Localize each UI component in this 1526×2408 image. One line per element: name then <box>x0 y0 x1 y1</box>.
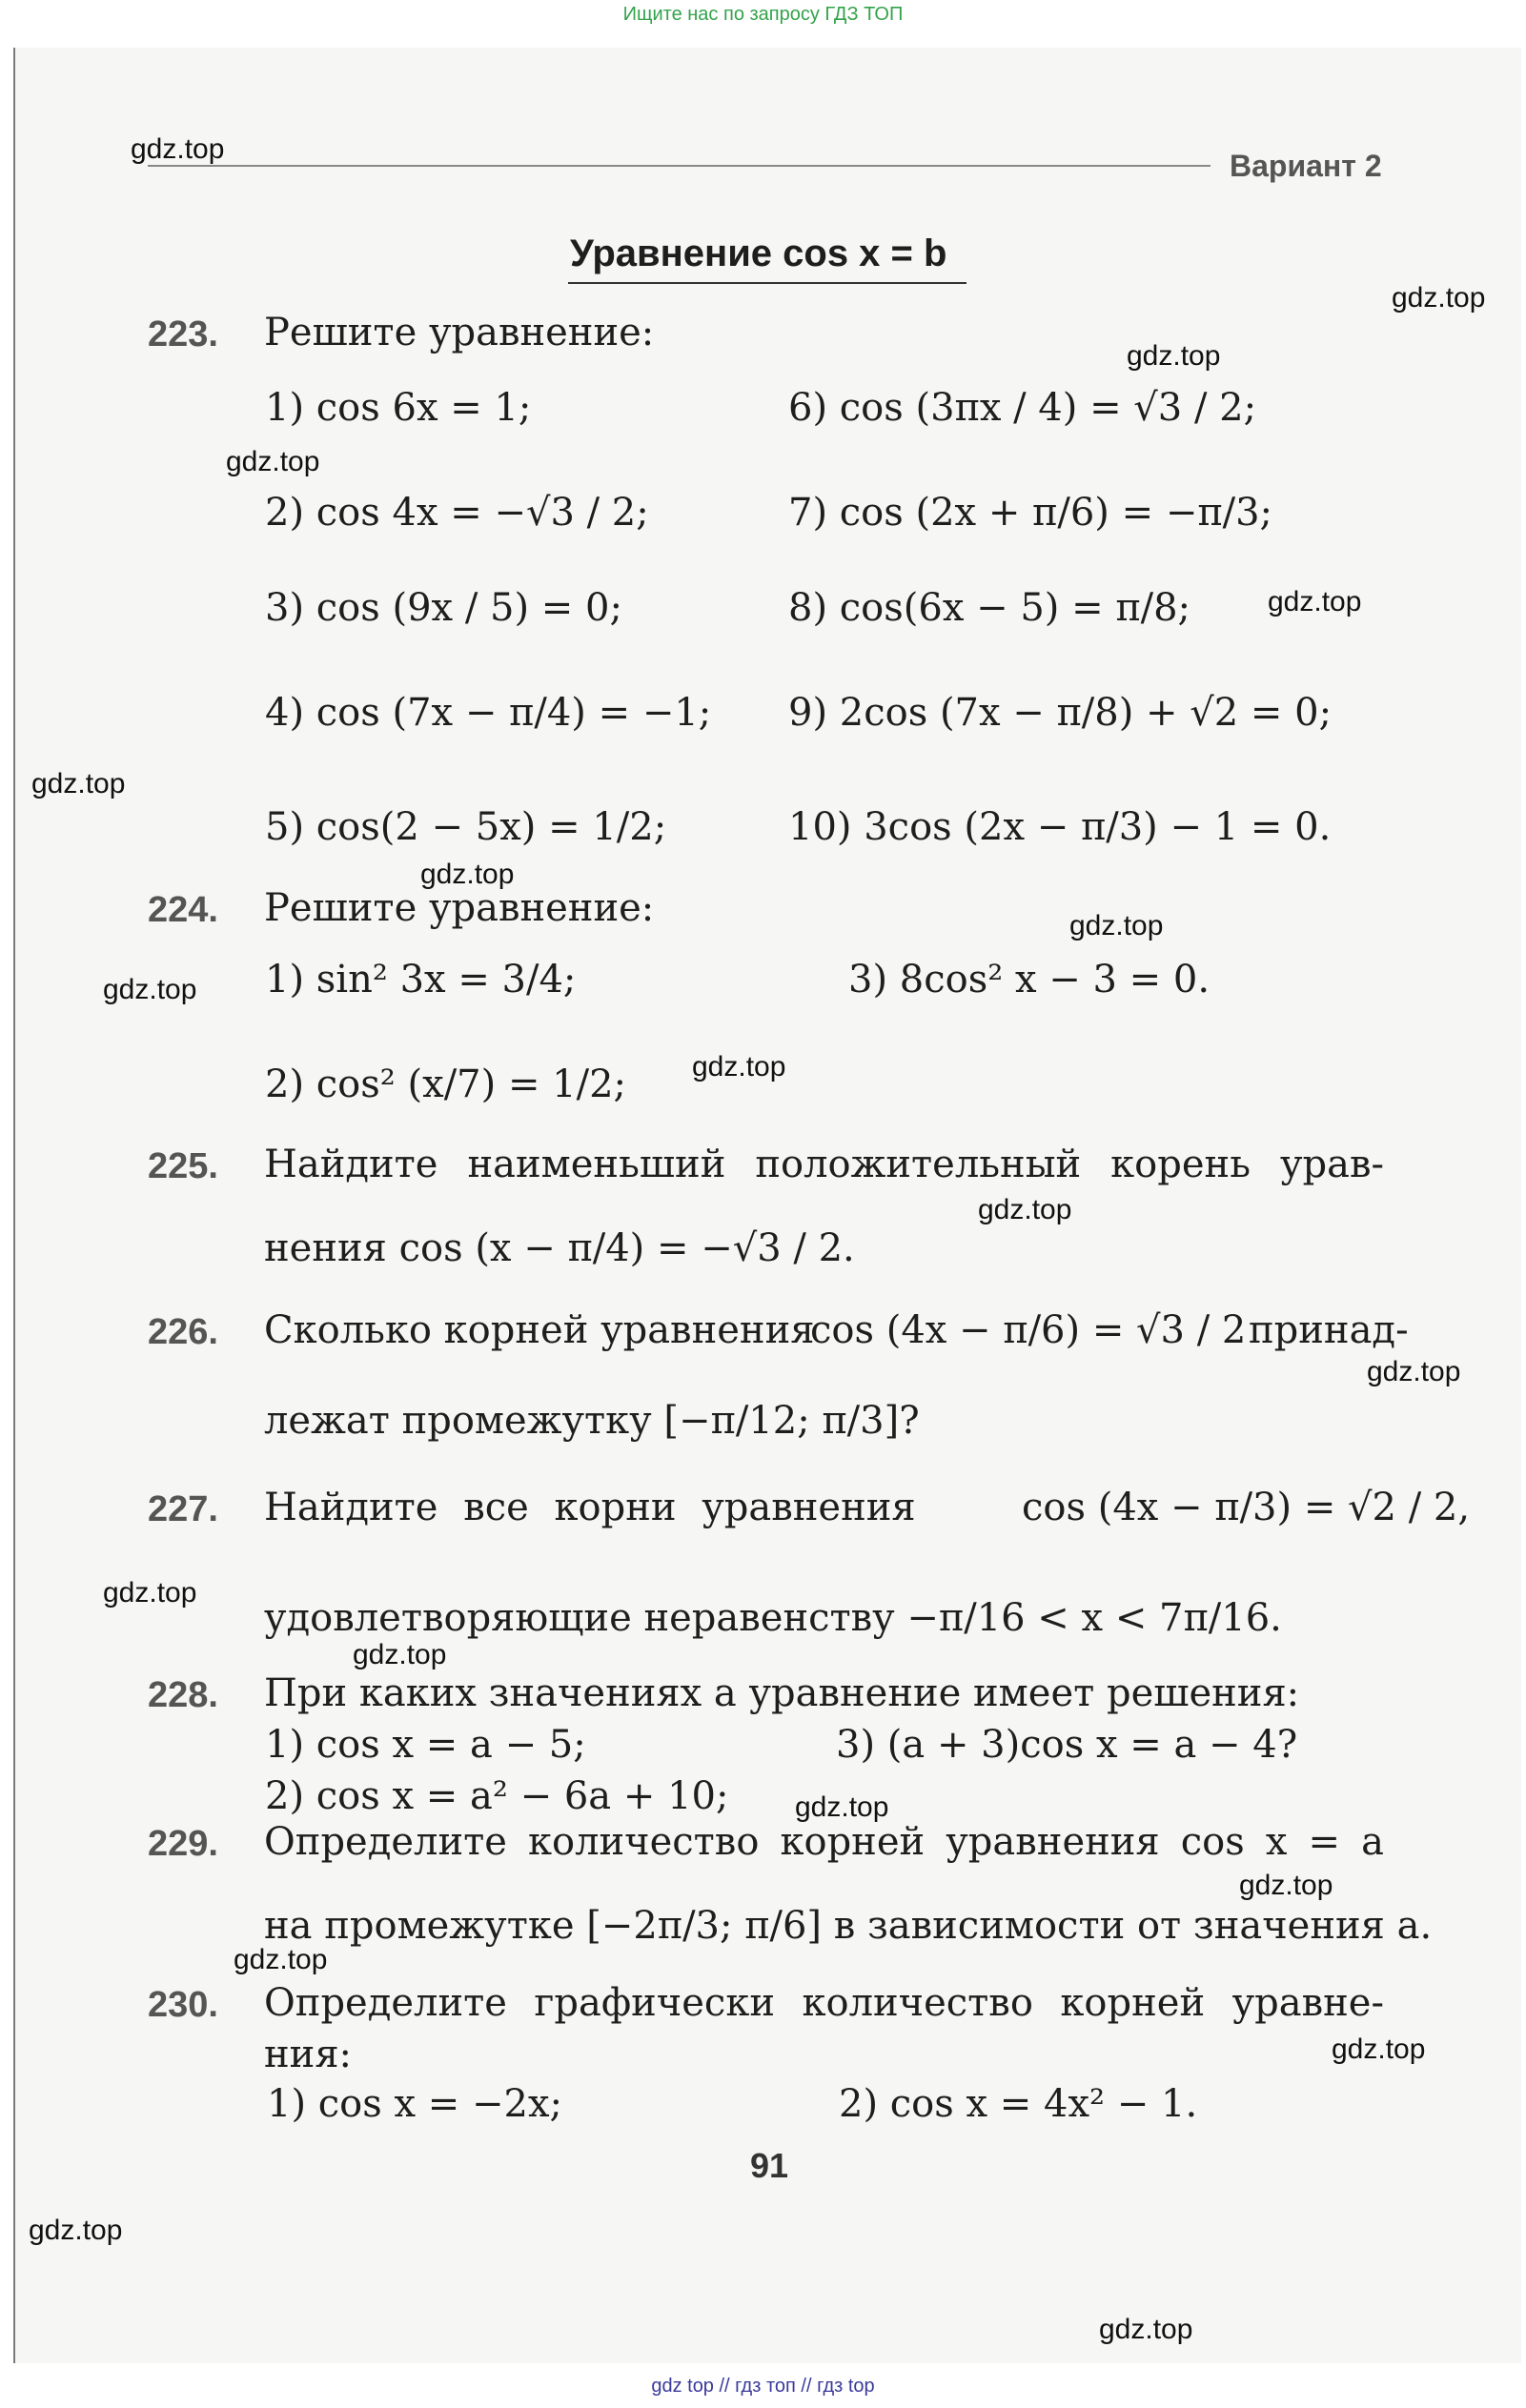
variant-label: Вариант 2 <box>1230 149 1382 183</box>
watermark: gdz.top <box>978 1194 1072 1225</box>
problem-number: 229. <box>148 1824 218 1864</box>
watermark: gdz.top <box>1392 282 1486 314</box>
watermark: gdz.top <box>1127 340 1221 372</box>
problem-text: Решите уравнение: <box>264 311 655 354</box>
problem-text: принад- <box>1249 1308 1409 1352</box>
equation: 9) 2cos (7x − π/8) + √2 = 0; <box>788 691 1333 735</box>
problem-text: на промежутке [−2π/3; π/6] в зависимости от значения a. <box>264 1904 1433 1948</box>
watermark: gdz.top <box>131 133 225 165</box>
equation: 4) cos (7x − π/4) = −1; <box>265 691 712 735</box>
problem-text: лежат промежутку [−π/12; π/3]? <box>264 1399 920 1443</box>
watermark: gdz.top <box>1367 1356 1461 1387</box>
section-title-underline <box>568 282 966 284</box>
equation: 3) cos (9x / 5) = 0; <box>265 586 622 630</box>
problem-text: ния: <box>264 2033 353 2076</box>
equation: 2) cos x = a² − 6a + 10; <box>265 1774 729 1818</box>
equation: 10) 3cos (2x − π/3) − 1 = 0. <box>788 805 1332 849</box>
problem-text: Найдите все корни уравнения <box>264 1486 916 1529</box>
problem-text: Определите количество корней уравнения cos x = a <box>264 1820 1384 1864</box>
equation: 8) cos(6x − 5) = π/8; <box>788 586 1191 630</box>
equation: 2) cos² (x/7) = 1/2; <box>265 1062 627 1106</box>
watermark: gdz.top <box>353 1639 447 1670</box>
equation: 3) (a + 3)cos x = a − 4? <box>836 1723 1298 1767</box>
equation: нения cos (x − π/4) = −√3 / 2. <box>264 1226 855 1270</box>
equation: cos (4x − π/6) = √3 / 2 <box>810 1308 1247 1352</box>
watermark: gdz.top <box>420 859 515 890</box>
bottom-banner[interactable]: gdz top // гдз топ // гдз top <box>651 2376 875 2397</box>
equation: 6) cos (3πx / 4) = √3 / 2; <box>788 386 1257 430</box>
watermark: gdz.top <box>234 1944 328 1975</box>
watermark: gdz.top <box>103 1577 197 1609</box>
watermark: gdz.top <box>692 1051 786 1083</box>
equation: 3) 8cos² x − 3 = 0. <box>848 958 1211 1002</box>
problem-text: Найдите наименьший положительный корень урав- <box>264 1143 1384 1186</box>
equation: 1) cos 6x = 1; <box>265 386 532 430</box>
problem-text: При каких значениях a уравнение имеет решения: <box>264 1671 1300 1715</box>
watermark: gdz.top <box>103 974 197 1005</box>
watermark: gdz.top <box>29 2215 123 2246</box>
problem-text: удовлетворяющие неравенству −π/16 < x < 7π/16. <box>264 1596 1282 1640</box>
problem-number: 226. <box>148 1312 218 1352</box>
watermark: gdz.top <box>1268 586 1362 617</box>
equation: 2) cos x = 4x² − 1. <box>839 2082 1198 2126</box>
problem-text: Определите графически количество корней уравне- <box>264 1981 1384 2025</box>
problem-number: 224. <box>148 890 218 930</box>
problem-number: 228. <box>148 1675 218 1715</box>
watermark: gdz.top <box>1332 2034 1426 2065</box>
equation: 7) cos (2x + π/6) = −π/3; <box>788 491 1273 535</box>
watermark: gdz.top <box>1239 1870 1333 1901</box>
equation: 1) cos x = −2x; <box>267 2082 562 2126</box>
watermark: gdz.top <box>1069 910 1164 941</box>
top-banner[interactable]: Ищите нас по запросу ГДЗ ТОП <box>622 4 904 25</box>
watermark: gdz.top <box>31 768 126 799</box>
equation: 5) cos(2 − 5x) = 1/2; <box>265 805 667 849</box>
equation: cos (4x − π/3) = √2 / 2, <box>1022 1486 1471 1529</box>
problem-text: Сколько корней уравнения <box>264 1308 815 1352</box>
problem-number: 230. <box>148 1985 218 2025</box>
section-title: Уравнение cos x = b <box>570 233 947 274</box>
page-number: 91 <box>750 2146 789 2185</box>
equation: 1) sin² 3x = 3/4; <box>265 958 577 1002</box>
problem-number: 225. <box>148 1146 218 1186</box>
watermark: gdz.top <box>1099 2314 1193 2345</box>
equation: 2) cos 4x = −√3 / 2; <box>265 491 649 535</box>
problem-text: Решите уравнение: <box>264 886 655 930</box>
watermark: gdz.top <box>795 1791 889 1823</box>
problem-number: 227. <box>148 1489 218 1529</box>
header-rule <box>148 165 1211 167</box>
problem-number: 223. <box>148 314 218 354</box>
equation: 1) cos x = a − 5; <box>265 1723 586 1767</box>
watermark: gdz.top <box>226 446 320 477</box>
